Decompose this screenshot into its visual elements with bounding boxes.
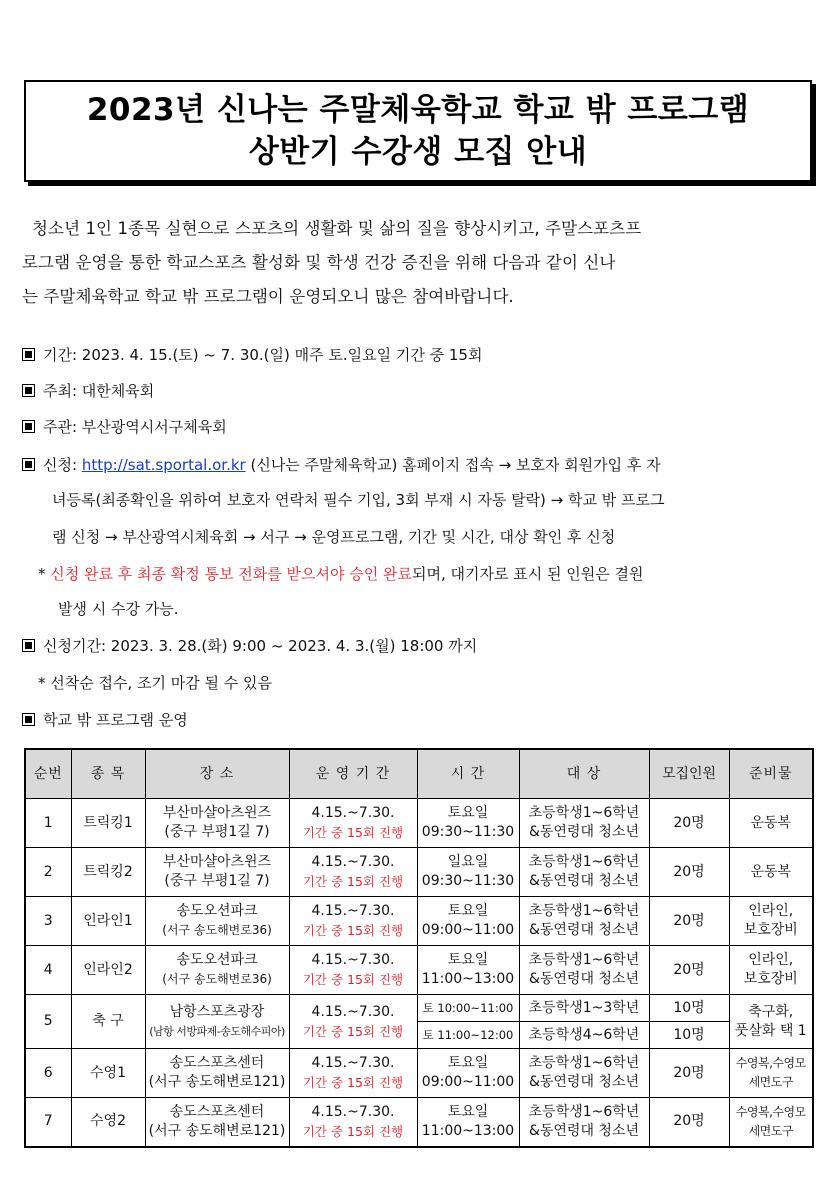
cell-supplies: 수영복,수영모 세면도구	[729, 1098, 813, 1147]
cell-no: 7	[25, 1098, 71, 1147]
cell-time: 토 11:00~12:00	[417, 1022, 519, 1049]
apply-item: 신청: http://sat.sportal.or.kr (신나는 주말체육학교) 홈페이지 접속 → 보호자 회원가입 후 자	[22, 454, 661, 476]
cell-no: 4	[25, 946, 71, 995]
cell-place: 송도오션파크 (서구 송도해변로36)	[145, 897, 289, 946]
cell-target: 초등학생1~6학년 &동연령대 청소년	[519, 848, 649, 897]
cell-supplies: 운동복	[729, 848, 813, 897]
table-row	[25, 848, 813, 897]
apply-line-3: 램 신청 → 부산광역시체육회 → 서구 → 운영프로그램, 기간 및 시간, 대상 확인 후 신청	[52, 528, 616, 546]
apply-period-item: 신청기간: 2023. 3. 28.(화) 9:00 ~ 2023. 4. 3.(월) 18:00 까지	[22, 635, 477, 657]
cell-supplies: 인라인, 보호장비	[729, 897, 813, 946]
organizer-item: 주관: 부산광역시서구체육회	[22, 416, 227, 438]
title-line-2: 상반기 수강생 모집 안내	[248, 134, 588, 170]
program-heading: 학교 밖 프로그램 운영	[22, 709, 188, 731]
program-table	[24, 748, 814, 1148]
cell-sport: 트릭킹2	[71, 848, 145, 897]
cell-count: 10명	[649, 1022, 729, 1049]
cell-period: 4.15.~7.30. 기간 중 15회 진행	[289, 946, 417, 995]
table-row	[25, 1098, 813, 1147]
cell-place: 송도스포츠센터 (서구 송도해변로121)	[145, 1098, 289, 1147]
table-row	[25, 1049, 813, 1098]
cell-time: 토요일 09:30~11:30	[417, 799, 519, 848]
cell-count: 20명	[649, 946, 729, 995]
cell-count: 10명	[649, 995, 729, 1022]
cell-sport: 축 구	[71, 995, 145, 1049]
bullet-square-icon	[22, 639, 35, 652]
cell-target: 초등학생1~6학년 &동연령대 청소년	[519, 897, 649, 946]
table-row	[25, 897, 813, 946]
table-row	[25, 799, 813, 848]
apply-note-highlight: 신청 완료 후 최종 확정 통보 전화를 받으셔야 승인 완료	[50, 565, 412, 583]
cell-period: 4.15.~7.30. 기간 중 15회 진행	[289, 848, 417, 897]
header-no: 순번	[25, 749, 71, 799]
host-item: 주최: 대한체육회	[22, 380, 154, 402]
table-row	[25, 946, 813, 995]
apply-line-2: 녀등록(최종확인을 위하여 보호자 연락처 필수 기입, 3회 부재 시 자동 탈락) → 학교 밖 프로그	[52, 491, 665, 509]
cell-no: 2	[25, 848, 71, 897]
cell-supplies: 운동복	[729, 799, 813, 848]
cell-time: 토 10:00~11:00	[417, 995, 519, 1022]
cell-sport: 인라인1	[71, 897, 145, 946]
cell-target: 초등학생1~6학년 &동연령대 청소년	[519, 799, 649, 848]
cell-time: 일요일 09:30~11:30	[417, 848, 519, 897]
cell-no: 5	[25, 995, 71, 1049]
intro-line-1: 청소년 1인 1종목 실현으로 스포츠의 생활화 및 삶의 질을 향상시키고, 주말스포츠프	[32, 219, 642, 238]
cell-time: 토요일 09:00~11:00	[417, 1049, 519, 1098]
bullet-square-icon	[22, 713, 35, 726]
cell-place: 부산마샬아츠윈즈 (중구 부평1길 7)	[145, 799, 289, 848]
cell-target: 초등학생1~6학년 &동연령대 청소년	[519, 946, 649, 995]
cell-time: 토요일 11:00~13:00	[417, 946, 519, 995]
header-target: 대 상	[519, 749, 649, 799]
cell-count: 20명	[649, 1049, 729, 1098]
cell-place: 송도스포츠센터 (서구 송도해변로121)	[145, 1049, 289, 1098]
cell-target: 초등학생1~6학년 &동연령대 청소년	[519, 1049, 649, 1098]
cell-no: 3	[25, 897, 71, 946]
apply-note-line-2: 발생 시 수강 가능.	[58, 600, 179, 618]
apply-note: * 신청 완료 후 최종 확정 통보 전화를 받으셔야 승인 완료되며, 대기자로 표시 된 인원은 결원	[38, 565, 644, 583]
cell-time: 토요일 09:00~11:00	[417, 897, 519, 946]
cell-supplies: 인라인, 보호장비	[729, 946, 813, 995]
intro-line-2: 로그램 운영을 통한 학교스포츠 활성화 및 학생 건강 증진을 위해 다음과 같이 신나	[22, 253, 616, 272]
cell-period: 4.15.~7.30. 기간 중 15회 진행	[289, 995, 417, 1049]
header-time: 시 간	[417, 749, 519, 799]
cell-target: 초등학생1~6학년 &동연령대 청소년	[519, 1098, 649, 1147]
cell-count: 20명	[649, 799, 729, 848]
intro-paragraph	[22, 212, 814, 314]
cell-count: 20명	[649, 1098, 729, 1147]
cell-count: 20명	[649, 897, 729, 946]
cell-no: 6	[25, 1049, 71, 1098]
apply-link[interactable]: http://sat.sportal.or.kr	[81, 456, 246, 474]
cell-period: 4.15.~7.30. 기간 중 15회 진행	[289, 799, 417, 848]
cell-count: 20명	[649, 848, 729, 897]
cell-place: 남항스포츠광장 (남항 서방파제-송도해수피아)	[145, 995, 289, 1049]
cell-time: 토요일 11:00~13:00	[417, 1098, 519, 1147]
cell-target: 초등학생1~3학년	[519, 995, 649, 1022]
cell-supplies: 축구화, 풋살화 택 1	[729, 995, 813, 1049]
table-row	[25, 995, 813, 1022]
cell-place: 송도오션파크 (서구 송도해변로36)	[145, 946, 289, 995]
apply-period-note: * 선착순 접수, 조기 마감 될 수 있음	[38, 674, 273, 692]
cell-period: 4.15.~7.30. 기간 중 15회 진행	[289, 1098, 417, 1147]
header-count: 모집인원	[649, 749, 729, 799]
cell-place: 부산마샬아츠윈즈 (중구 부평1길 7)	[145, 848, 289, 897]
bullet-square-icon	[22, 384, 35, 397]
period-item: 기간: 2023. 4. 15.(토) ~ 7. 30.(일) 매주 토.일요일 기간 중 15회	[22, 344, 482, 366]
cell-sport: 인라인2	[71, 946, 145, 995]
bullet-square-icon	[22, 420, 35, 433]
cell-supplies: 수영복,수영모 세면도구	[729, 1049, 813, 1098]
header-place: 장 소	[145, 749, 289, 799]
cell-period: 4.15.~7.30. 기간 중 15회 진행	[289, 1049, 417, 1098]
table-header-row	[25, 749, 813, 799]
cell-no: 1	[25, 799, 71, 848]
cell-sport: 트릭킹1	[71, 799, 145, 848]
bullet-square-icon	[22, 458, 35, 471]
header-supplies: 준비물	[729, 749, 813, 799]
bullet-square-icon	[22, 348, 35, 361]
title-box	[24, 80, 812, 182]
header-period: 운 영 기 간	[289, 749, 417, 799]
intro-line-3: 는 주말체육학교 학교 밖 프로그램이 운영되오니 많은 참여바랍니다.	[22, 287, 514, 306]
header-sport: 종 목	[71, 749, 145, 799]
title-line-1: 2023년 신나는 주말체육학교 학교 밖 프로그램	[86, 92, 750, 128]
cell-period: 4.15.~7.30. 기간 중 15회 진행	[289, 897, 417, 946]
cell-sport: 수영1	[71, 1049, 145, 1098]
cell-target: 초등학생4~6학년	[519, 1022, 649, 1049]
cell-sport: 수영2	[71, 1098, 145, 1147]
